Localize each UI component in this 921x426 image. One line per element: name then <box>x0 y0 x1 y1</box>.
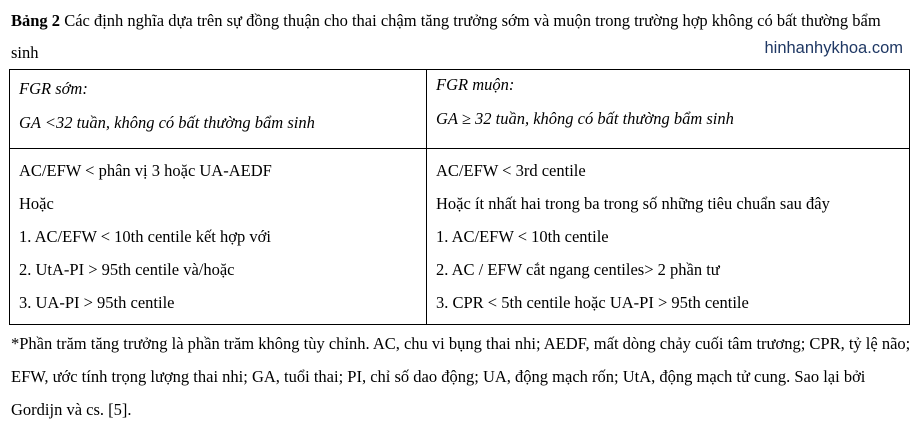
caption-label: Bảng 2 <box>11 11 61 30</box>
table-footnote: *Phần trăm tăng trưởng là phần trăm không tùy chỉnh. AC, chu vi bụng thai nhi; AEDF, mất dòng chảy cuối tâm trương; CPR, tỷ lệ não; EFW, ước tính trọng lượng thai nhi; GA, tuổi thai; PI, chỉ số dao động; UA, động mạch rốn; UtA, động mạch tử cung. Sao lại bởi Gordijn và cs. [5]. <box>11 334 911 419</box>
early-fgr-criteria-cell <box>10 149 427 325</box>
table-body-row <box>10 149 910 325</box>
early-fgr-condition: GA <32 tuần, không có bất thường bẩm sinh <box>19 113 315 132</box>
fgr-definitions-table <box>9 69 910 325</box>
late-criterion-2: 2. AC / EFW cắt ngang centiles> 2 phần tư <box>436 260 720 279</box>
early-criterion-main: AC/EFW < phân vị 3 hoặc UA-AEDF <box>19 161 272 180</box>
late-fgr-title: FGR muộn: <box>436 75 515 94</box>
early-criterion-2: 2. UtA-PI > 95th centile và/hoặc <box>19 260 235 279</box>
late-criterion-or: Hoặc ít nhất hai trong ba trong số những tiêu chuẩn sau đây <box>436 194 830 213</box>
early-criterion-3: 3. UA-PI > 95th centile <box>19 293 175 312</box>
late-fgr-condition: GA ≥ 32 tuần, không có bất thường bẩm sinh <box>436 109 734 128</box>
late-criterion-1: 1. AC/EFW < 10th centile <box>436 227 609 246</box>
table-header-row <box>10 70 910 149</box>
site-watermark: hinhanhykhoa.com <box>764 39 903 57</box>
early-fgr-header-cell <box>10 70 427 149</box>
caption-text: Các định nghĩa dựa trên sự đồng thuận cho thai chậm tăng trưởng sớm và muộn trong trường hợp không có bất thường bẩm sinh <box>11 11 881 62</box>
early-criterion-1: 1. AC/EFW < 10th centile kết hợp với <box>19 227 271 246</box>
early-criterion-or: Hoặc <box>19 194 54 213</box>
late-criterion-main: AC/EFW < 3rd centile <box>436 161 586 180</box>
late-fgr-criteria-cell <box>427 149 910 325</box>
late-criterion-3: 3. CPR < 5th centile hoặc UA-PI > 95th centile <box>436 293 749 312</box>
late-fgr-header-cell <box>427 70 910 149</box>
early-fgr-title: FGR sớm: <box>19 79 88 98</box>
